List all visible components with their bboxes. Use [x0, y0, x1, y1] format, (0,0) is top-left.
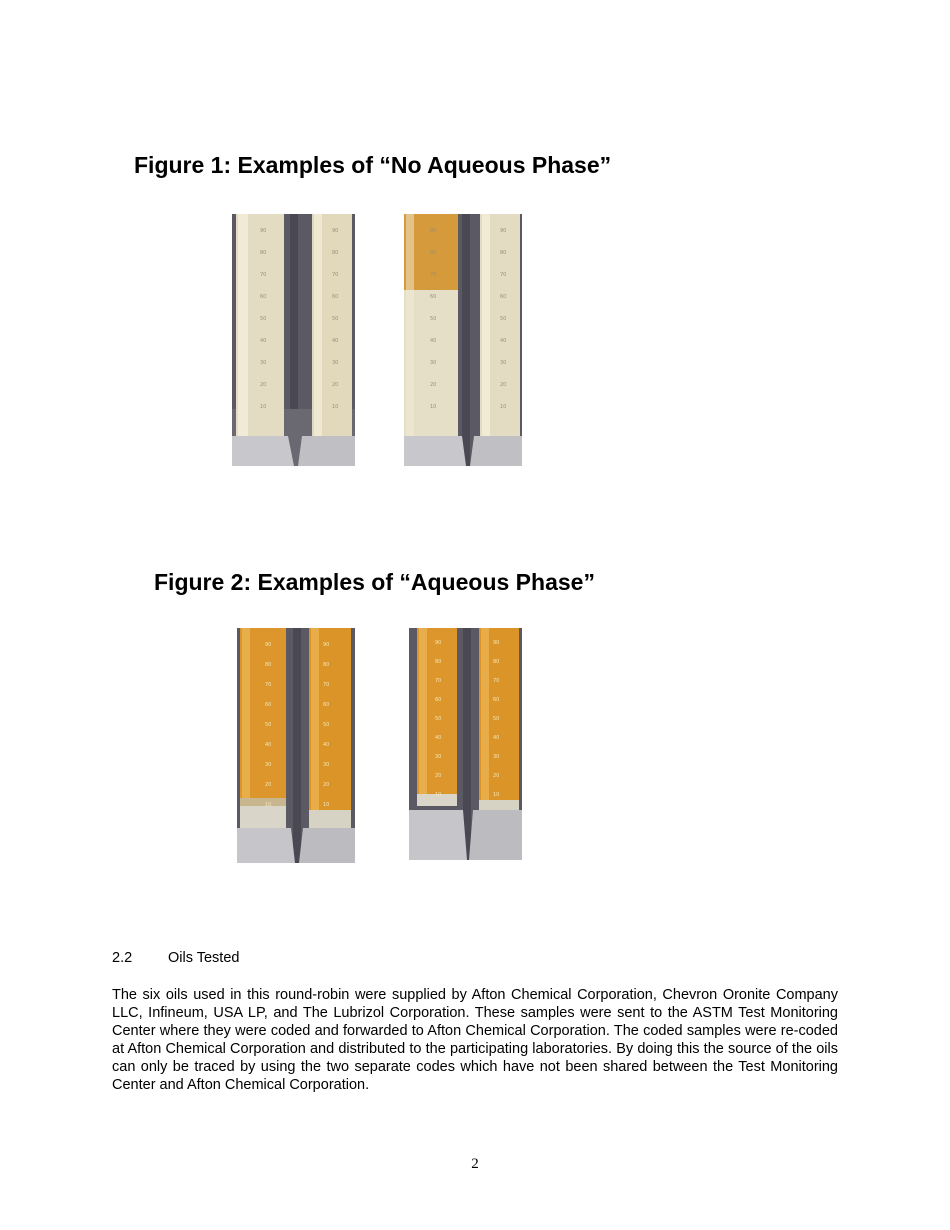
svg-text:60: 60: [430, 294, 437, 300]
svg-text:50: 50: [265, 722, 272, 728]
svg-text:80: 80: [430, 250, 437, 256]
svg-text:50: 50: [332, 316, 339, 322]
svg-text:60: 60: [265, 702, 272, 708]
cylinder-photo: [404, 214, 522, 466]
svg-text:30: 30: [430, 360, 437, 366]
svg-text:70: 70: [265, 682, 272, 688]
figure-1-photo-left: [232, 214, 355, 466]
cylinder-photo: [409, 628, 522, 860]
svg-text:80: 80: [260, 250, 267, 256]
svg-text:80: 80: [493, 659, 500, 665]
svg-text:10: 10: [435, 792, 442, 798]
svg-text:40: 40: [430, 338, 437, 344]
svg-text:60: 60: [323, 702, 330, 708]
svg-text:10: 10: [265, 802, 272, 808]
oils-tested-paragraph: The six oils used in this round-robin were supplied by Afton Chemical Corporation, Chevron Oronite Company LLC, Infineum, USA LP, and The Lubrizol Corporation. These samples were sent to the ASTM Test Monitoring Center where they were coded and forwarded to Afton Chemical Corporation. The coded samples were re-coded at Afton Chemical Corporation and distributed to the participating laboratories. By doing this the source of the oils can only be traced by using the two separate codes which have not been shared between the Test Monitoring Center and Afton Chemical Corporation.: [112, 987, 838, 1093]
svg-text:70: 70: [493, 678, 500, 684]
svg-text:90: 90: [493, 640, 500, 646]
svg-text:90: 90: [435, 640, 442, 646]
svg-text:60: 60: [332, 294, 339, 300]
svg-text:10: 10: [493, 792, 500, 798]
svg-text:80: 80: [332, 250, 339, 256]
svg-text:90: 90: [323, 642, 330, 648]
svg-text:80: 80: [435, 659, 442, 665]
figure-2-title: Figure 2: Examples of “Aqueous Phase”: [154, 569, 595, 595]
svg-text:50: 50: [500, 316, 507, 322]
svg-text:70: 70: [323, 682, 330, 688]
svg-text:30: 30: [500, 360, 507, 366]
svg-text:90: 90: [500, 228, 507, 234]
svg-text:90: 90: [260, 228, 267, 234]
svg-text:20: 20: [493, 773, 500, 779]
svg-text:40: 40: [500, 338, 507, 344]
svg-text:50: 50: [430, 316, 437, 322]
figure-2-photo-left: [237, 628, 355, 863]
svg-text:80: 80: [265, 662, 272, 668]
svg-text:30: 30: [493, 754, 500, 760]
svg-text:30: 30: [435, 754, 442, 760]
svg-text:40: 40: [265, 742, 272, 748]
svg-text:90: 90: [332, 228, 339, 234]
figure-2-photo-right: [409, 628, 522, 860]
svg-text:60: 60: [435, 697, 442, 703]
svg-text:20: 20: [430, 382, 437, 388]
svg-text:90: 90: [265, 642, 272, 648]
svg-text:80: 80: [323, 662, 330, 668]
svg-text:40: 40: [493, 735, 500, 741]
svg-text:30: 30: [323, 762, 330, 768]
svg-text:40: 40: [332, 338, 339, 344]
figure-1-title: Figure 1: Examples of “No Aqueous Phase”: [134, 152, 612, 178]
svg-text:40: 40: [260, 338, 267, 344]
svg-text:20: 20: [260, 382, 267, 388]
svg-text:10: 10: [332, 404, 339, 410]
svg-text:20: 20: [323, 782, 330, 788]
svg-text:90: 90: [430, 228, 437, 234]
svg-text:50: 50: [260, 316, 267, 322]
page-number: 2: [471, 1156, 479, 1172]
svg-text:60: 60: [260, 294, 267, 300]
svg-text:60: 60: [500, 294, 507, 300]
svg-text:10: 10: [260, 404, 267, 410]
svg-text:50: 50: [435, 716, 442, 722]
svg-text:70: 70: [332, 272, 339, 278]
svg-text:20: 20: [332, 382, 339, 388]
svg-text:20: 20: [500, 382, 507, 388]
svg-text:80: 80: [500, 250, 507, 256]
svg-text:70: 70: [500, 272, 507, 278]
svg-text:30: 30: [332, 360, 339, 366]
section-title: Oils Tested: [168, 950, 240, 966]
svg-text:20: 20: [435, 773, 442, 779]
cylinder-photo: [232, 214, 355, 466]
svg-text:70: 70: [260, 272, 267, 278]
svg-text:30: 30: [260, 360, 267, 366]
figure-1-photo-right: [404, 214, 522, 466]
svg-text:40: 40: [435, 735, 442, 741]
svg-text:10: 10: [323, 802, 330, 808]
svg-text:10: 10: [430, 404, 437, 410]
svg-text:20: 20: [265, 782, 272, 788]
section-heading: [112, 950, 239, 966]
svg-text:10: 10: [500, 404, 507, 410]
svg-text:60: 60: [493, 697, 500, 703]
svg-text:30: 30: [265, 762, 272, 768]
svg-text:50: 50: [323, 722, 330, 728]
svg-text:50: 50: [493, 716, 500, 722]
svg-text:70: 70: [435, 678, 442, 684]
svg-text:70: 70: [430, 272, 437, 278]
cylinder-photo: [237, 628, 355, 863]
svg-text:40: 40: [323, 742, 330, 748]
section-number: 2.2: [112, 950, 133, 966]
